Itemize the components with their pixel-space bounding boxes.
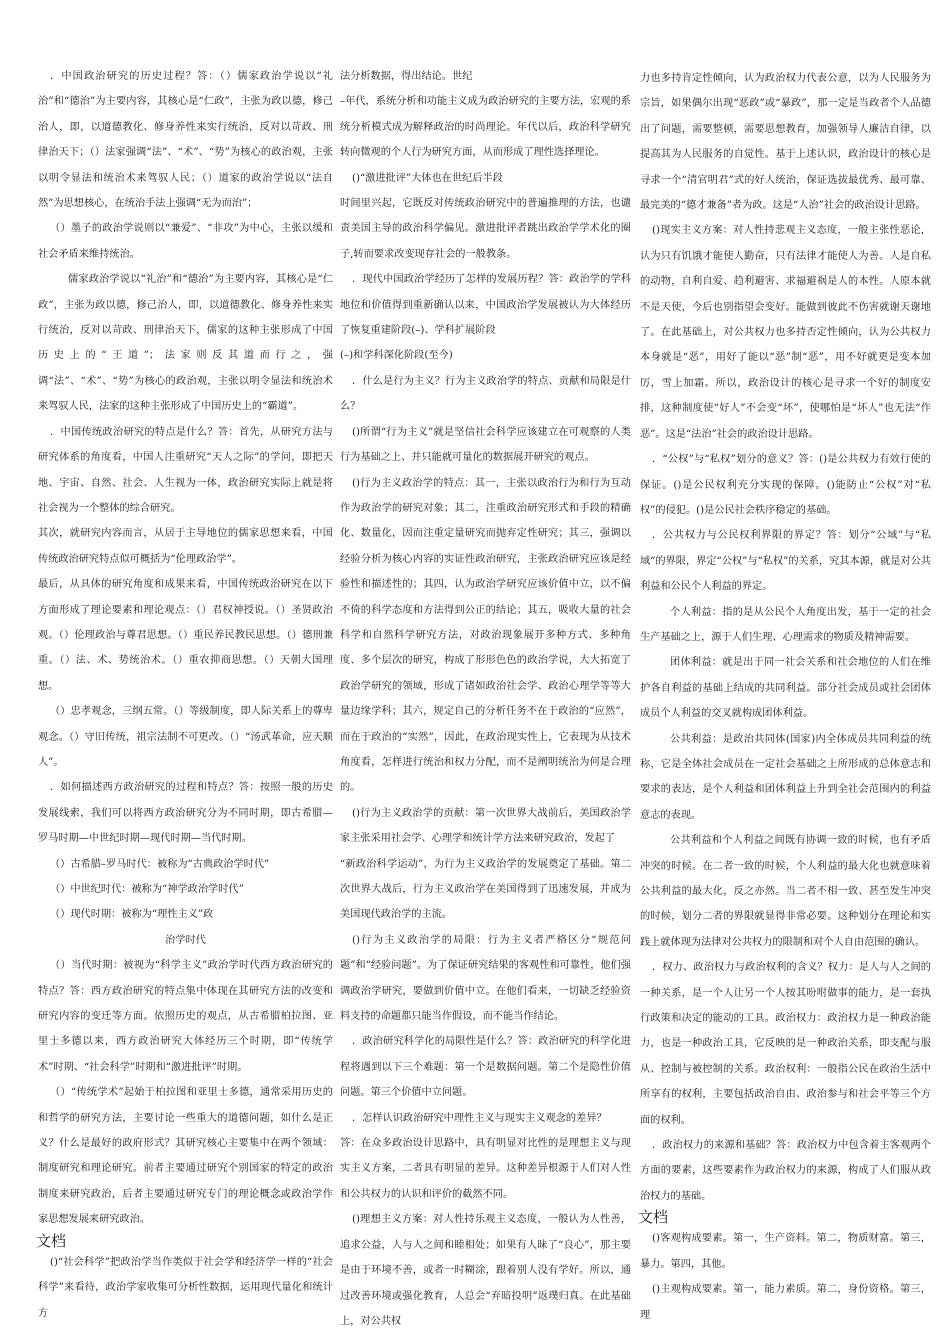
paragraph: 法分析数据，得出结论。世纪 bbox=[340, 71, 473, 82]
paragraph: （）忠孝观念，三纲五常。（）等级制度，即人际关系上的尊卑观念。（）守旧传统，祖宗法制不可更改。（）“汤武革命，应天顺人”。 bbox=[38, 706, 333, 768]
paragraph: 治学时代 bbox=[165, 934, 206, 946]
text-column-right bbox=[640, 66, 931, 1328]
paragraph: ．权力、政治权力与政治权利的含义？权力：是人与人之间的一种关系，是一个人让另一个人按其吩咐做事的能力，是一套执行政策和决定的能动的工具。政治权力：政治权力是一种政治能力，也是一种政治工具，它反映的是一种政治关系，即支配与服从、控制与被控制的关系。政治权利：一般指公民在政治生活中所享有的权利，主要包括政治自由、政治参与和社会平等三个方面的权利。 bbox=[640, 962, 931, 1126]
paragraph: 公共利益：是政治共同体(国家)内全体成员共同利益的统称，它是全体社会成员在一定社会基础之上所形成的总体意志和要求的表达，是个人利益和团体利益上升到全社会范围内的利益意志的表现。 bbox=[640, 733, 931, 821]
paragraph: ()所谓“行为主义”就是坚信社会科学应该建立在可观察的人类行为基础之上、并只能就可量化的数据展开研究的观点。 bbox=[340, 426, 631, 464]
paragraph: ()理想主义方案：对人性持乐观主义态度，一般认为人性善，追求公益，人与人之间和睦相处；如果有人昧了“良心”，那主要是由于环境不善，或者一时糊涂，跟着别人没有学好。所以，通过改善环境或强化教育，人总会“弃暗投明”返璞归真。在此基础上，对公共权 bbox=[340, 1214, 631, 1327]
paragraph: ．中国政治研究的历史过程？答：（）儒家政治学说以“礼治”和“德治”为主要内容，其核心是“仁政”，主张为政以德，修己治人，即，以道德教化、修身养性来实行统治，反对以苛政、刑律治天下；（）法家强调“法”、“术”、“势”为核心的政治观，主张以明令显法和统治术来驾驭人民；（）道家的政治学说以“法自然”为思想核心，在统治手法上强调“无为而治”； bbox=[38, 71, 333, 210]
paragraph: 时间里兴起，它既反对传统政治研究中的普遍推理的方法，也谴责美国主导的政治科学偏见。激进批评者跳出政治学学术化的圈子,转而要求改变现存社会的一般教条。 bbox=[340, 198, 631, 260]
paragraph: ．公共权力与公民权利界限的界定？答：划分“公域”与“私域”的界限，界定“公权”与“私权”的关系，究其本源，就是对公共利益和公民个人利益的界定。 bbox=[640, 530, 931, 593]
paragraph: ()客观构成要素。第一，生产资料。第二，物质财富。第三，暴力。第四，其他。 bbox=[640, 1233, 931, 1270]
paragraph: （）现代时期：被称为“理性主义”政 bbox=[50, 909, 214, 921]
paragraph: 其次，就研究内容而言，从居于主导地位的儒家思想来看，中国传统政治研究特点似可概括为“伦理政治学”。 bbox=[38, 528, 333, 565]
doc-label: 文档 bbox=[36, 1231, 67, 1250]
paragraph: ()“社会科学”把政治学当作类似于社会学和经济学一样的“社会科学”来看待，政治学家收集可分析性数据，运用现代量化和统计方 bbox=[38, 1256, 333, 1319]
paragraph: 儒家政治学说以“礼治”和“德治”为主要内容，其核心是“仁政”，主张为政以德，修己治人，即，以道德教化、修身养性来实行统治，反对以苛政、刑律治天下，儒家的这种主张形成了中国历史上的“王道”；法家则反其道而行之，强调“法”、“术”、“势”为核心的政治观，主张以明令显法和统治术来驾驭人民，法家的这种主张形成了中国历史上的“霸道”。 bbox=[38, 274, 333, 413]
paragraph: ()主观构成要素。第一，能力素质。第二，身份资格。第三，理 bbox=[640, 1284, 931, 1321]
text-column-middle bbox=[340, 64, 631, 1334]
paragraph: ．如何描述西方政治研究的过程和特点？答：按照一般的历史发展线索，我们可以将西方政治研究分为不同时期，即古希腊—罗马时期—中世纪时期—现代时期—当代时期。 bbox=[38, 782, 333, 845]
paragraph: ()行为主义政治学的贡献：第一次世界大战前后，美国政治学家主张采用社会学、心理学和统计学方法来研究政治，发起了 bbox=[340, 807, 631, 845]
paragraph: （）古希腊–罗马时代：被称为“古典政治学时代” bbox=[50, 858, 270, 870]
paragraph: （）墨子的政治学说则以“兼爱”、“非攻”为中心，主张以缓和社会矛盾来维持统治。 bbox=[38, 223, 333, 260]
text-column-left bbox=[38, 64, 333, 1326]
paragraph: ．政治权力的来源和基础？答：政治权力中包含着主客观两个方面的要素，这些要素作为政治权力的来源，构成了人们服从政治权力的基础。 bbox=[640, 1140, 931, 1202]
paragraph: ．政治研究科学化的局限性是什么？答：政治研究的科学化进程将遇到以下三个难题：第一个是数据问题。第二个是隐性价值问题。第三个价值中立问题。 bbox=[340, 1036, 631, 1099]
paragraph: ．什么是行为主义？行为主义政治学的特点、贡献和局限是什么？ bbox=[340, 375, 631, 413]
paragraph: ()现实主义方案：对人性持悲观主义态度，一般主张性恶论，认为只有饥饿才能使人勤奋，只有法律才能使人为善。人是自私的动物，自利自爱、趋利避害、求福避祸是人的本性。人原本就不是天使，今后也别指望会变好。能做到彼此不伤害就谢天谢地了。在此基础上，对公共权力也多持否定性倾向，认为公共权力本身就是“恶”，用好了能以“恶”制“恶”，用不好就更是变本加厉，雪上加霜。所以，政治设计的核心是寻求一个好的制度安排，这种制度使“好人”不会变“坏”，使哪怕是“坏人”也无法“作恶”。这是“法治”社会的政治设计思路。 bbox=[640, 225, 931, 440]
paragraph: 个人利益：指的是从公民个人角度出发，基于一定的社会生产基础之上，源于人们生理、心理需求的物质及精神需要。 bbox=[640, 606, 931, 643]
paragraph: “新政治科学运动”，为行为主义政治学的发展奠定了基础。第二次世界大战后，行为主义政治学在美国得到了迅速发展，并成为美国现代政治学的主流。 bbox=[340, 858, 631, 921]
paragraph: –年代，系统分析和功能主义成为政治研究的主要方法，宏观的系统分析模式成为解释政治的时尚理论。年代以后，政治科学研究转向微观的个人行为研究方面，从而形成了理性选择理论。 bbox=[340, 96, 631, 159]
paragraph: ．怎样认识政治研究中理性主义与现实主义观念的差异？ bbox=[352, 1112, 607, 1124]
paragraph: （）“传统学术”起始于柏拉图和亚里士多德，通常采用历史的和哲学的研究方法，主要讨论一些重大的道德问题，如什么是正义？什么是最好的政府形式？其研究核心主要集中在两个领域：制度研究和理论研究。前者主要通过研究个别国家的特定的政治制度来研究政治，后者主要通过研究专门的理论概念或政治学作家思想发展来研究政治。 bbox=[38, 1087, 333, 1226]
paragraph: ．中国传统政治研究的特点是什么？答：首先，从研究方法与研究体系的角度看，中国人注重研究“天人之际”的学问，即把天地、宇宙、自然、社会、人生视为一体，政治研究实际上就是将社会视为一个整体的综合研究。 bbox=[38, 426, 333, 514]
paragraph: ()行为主义政治学的局限：行为主义者严格区分“规范问题”和“经验问题”。为了保证研究结果的客观性和可靠性，他们强调政治学研究，要做到价值中立。在他们看来，一切缺乏经验资料支持的命题都只能当作假设，而不能当作结论。 bbox=[340, 934, 631, 1023]
paragraph: （）当代时期：被视为“科学主义”政治学时代西方政治研究的特点？答：西方政治研究的特点集中体现在其研究方法的改变和研究内容的变迁等方面。依照历史的观点，从古希腊柏拉图、亚里士多德以来，西方政治研究大体经历三个时期，即“传统学术”时期、“社会科学”时期和“激进批评”时期。 bbox=[38, 960, 333, 1073]
paragraph: ()“激进批评”大体也在世纪后半段 bbox=[352, 172, 503, 184]
paragraph: ．现代中国政治学经历了怎样的发展历程？答：政治学的学科地位和价值得到重新确认以来，中国政治学发展被认为大体经历了恢复重建阶段(–)、学科扩展阶段 bbox=[340, 274, 631, 337]
doc-label: 文档 bbox=[638, 1208, 669, 1227]
paragraph: 团体利益：就是出于同一社会关系和社会地位的人们在维护各自利益的基础上结成的共同利益。部分社会成员或社会团体成员个人利益的交叉就构成团体利益。 bbox=[640, 657, 931, 720]
paragraph: ()行为主义政治学的特点：其一，主张以政治行为和行为互动作为政治学的研究对象；其二，注重政治研究形式和手段的精确化、数量化，因而注重定量研究而抛弃定性研究；其三，强调以经验分析为核心内容的实证性政治研究，主张政治研究应该是经验性和描述性的；其四，认为政治学研究应该价值中立，以不偏不倚的科学态度和方法得到公正的结论；其五，吸收大量的社会科学和自然科学研究方法，对政治现象展开多种方式、多种角度、多个层次的研究，构成了形形色色的政治学说，大大拓宽了政治学研究的领域，形成了诸如政治社会学、政治心理学等等大量边缘学科；其六，规定自己的分析任务不在于政治的“应然”，而在于政治的“实然”，因此，在政治现实性上，它表现为从技术角度看，怎样进行统治和权力分配，而不是阐明统治为何是合理的。 bbox=[340, 477, 631, 794]
paragraph: 公共利益和个人利益之间既有协调一致的时候，也有矛盾冲突的时候。在二者一致的时候，个人利益的最大化也就意味着公共利益的最大化，反之亦然。当二者不相一致、甚至发生冲突的时候，划分二者的界限就显得非常必要。这种划分在理论和实践上就体现为法律对公共权力的限制和对个人自由范围的确认。 bbox=[640, 835, 931, 948]
paragraph: (–)和学科深化阶段(至今) bbox=[340, 350, 453, 362]
paragraph: 力也多持肯定性倾向，认为政治权力代表公意，以为人民服务为宗旨，如果偶尔出现“恶政”或“暴政”，那一定是当政者个人品德出了问题，需要整顿，需要思想教育，加强领导人廉洁自律，以提高其为人民服务的自觉性。基于上述认识，政治设计的核心是寻求一个“清官明君”式的好人统治，保证选拔最优秀、最可靠、最完美的“德才兼备”者为政。这是“人治”社会的政治设计思路。 bbox=[640, 73, 931, 212]
paragraph: 答：在众多政治设计思路中，具有明显对比性的是理想主义与现实主义方案，二者具有明显的差异。这种差异根源于人们对人性和公共权力的认识和评价的截然不同。 bbox=[340, 1138, 631, 1200]
paragraph: 最后，从具体的研究角度和成果来看，中国传统政治研究在以下方面形成了理论要素和理论观点：（）君权神授说。（）圣贤政治观。（）伦理政治与尊君思想。（）重民养民教民思想。（）德刑兼重。（）法、术、势统治术。（）重农抑商思想。（）天朝大国理想。 bbox=[38, 579, 333, 692]
paragraph: ．“公权”与“私权”划分的意义？答：()是公共权力有效行使的保证。()是公民权利充分实现的保障。()能防止“公权”对“私权”的侵犯。()是公民社会秩序稳定的基础。 bbox=[640, 454, 931, 516]
paragraph: （）中世纪时代：被称为“神学政治学时代” bbox=[50, 884, 244, 895]
